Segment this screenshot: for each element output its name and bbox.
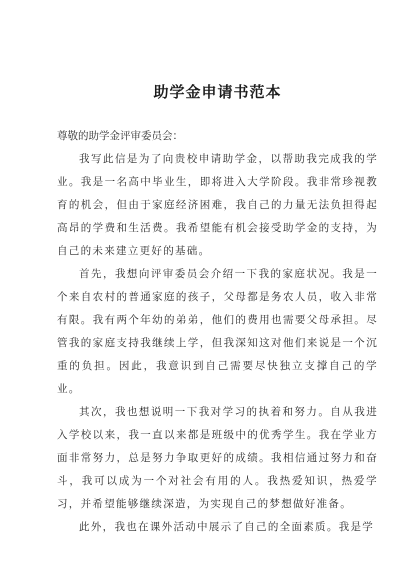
paragraph-extracurricular: 此外，我也在课外活动中展示了自己的全面素质。我是学 <box>79 521 375 533</box>
salutation: 尊敬的助学金评审委员会： <box>57 130 183 142</box>
paragraph-study-effort: 其次，我也想说明一下我对学习的执着和努力。自从我进入学校以来，我一直以来都是班级中的优秀学生。我在学业方面非常努力，总是努力争取更好的成绩。我相信通过努力和奋斗，我可以成为一个对社会有用的人。我热爱知识，热爱学习，并希望能够继续深造，为实现自己的梦想做好准备。 <box>57 406 378 510</box>
paragraph-family-situation: 首先，我想向评审委员会介绍一下我的家庭状况。我是一个来自农村的普通家庭的孩子，父母都是务农人员，收入非常有限。我有两个年幼的弟弟，他们的费用也需要父母承担。尽管我的家庭支持我继续上学，但我深知这对他们来说是一个沉重的负担。因此，我意识到自己需要尽快独立支撑自己的学业。 <box>57 268 378 395</box>
paragraph-intro: 我写此信是为了向贵校申请助学金，以帮助我完成我的学业。我是一名高中毕业生，即将进入大学阶段。我非常珍视教育的机会，但由于家庭经济困难，我自己的力量无法负担得起高昂的学费和生活费。我希望能有机会接受助学金的支持，为自己的未来建立更好的基础。 <box>57 153 378 257</box>
document-title: 助学金申请书范本 <box>153 83 282 101</box>
